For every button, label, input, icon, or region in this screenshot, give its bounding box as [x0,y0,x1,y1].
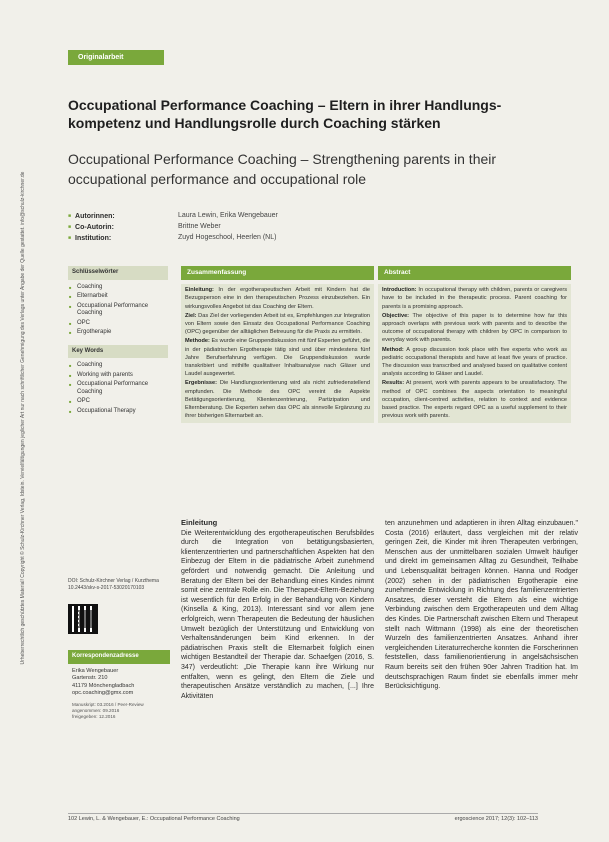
author-value: Laura Lewin, Erika Wengebauer [178,212,278,219]
contact-line: 41179 Mönchengladbach [72,682,135,689]
paragraph-lead: Ergebnisse: [185,380,218,387]
paragraph-lead: Ziel: [185,312,197,319]
paragraph-lead: Einleitung: [185,287,214,294]
intro-text-left: Die Weiterentwicklung des ergotherapeutischen Berufsbildes durch die Integration von betätigungsbasierten, klientenzentrierten und partnerschaftlichen Aspekten hat den Einbezug der Eltern in die pädiatrische Arbeit zunehmend gefördert und notwendig gemacht. Die Anleitung und Beratung der Eltern bei der Behandlung eines Kindes nimmt somit eine zentrale Rolle ein. Die Therapeut-Eltern-Beziehung ist wesentlich für den Erfolg in der Behandlung von Kindern (Kinsella & King, 2013). Interessant sind vor allem jene erfolgreich, wenn Therapeuten die Bedeutung der häuslichen Umwelt bezüglich der Unterstützung und Entwicklung von Verhaltensänderungen beim Kind erkennen. In der pädiatrischen Praxis stellt die Elternarbeit folglich einen wichtigen Bestandteil der Therapie dar. Schaefgen (2016, S. 347) verdeutlicht: „Die Therapie kann ihre Wirkung nur entfalten, wenn es gelingt, den Eltern die Ziele und therapeutischen Ansätze verständlich zu machen, [...] Ihre Aktivitäten [181,529,374,700]
summary-paragraph [185,286,370,311]
paragraph-text: A group discussion took place with five experts who work as pediatric occupational therapists and have at least five years of practice. The discussion was transcribed and analysed based on qualitative content analysis according to Gläser and Laudel. [382,346,567,378]
intro-text-right: ten anzunehmen und adaptieren in ihren Alltag einzubauen." Costa (2016) erläutert, dass vergleichen mit der relativ geringen Zeit, die Kinder mit ihren Therapeuten verbringen, Menschen aus der unmittelbaren sozialen Umwelt häufiger und direkt im gemeinsamen Alltag zu Gesundheit, Teilhabe und Lebensqualität beitragen können. Hanna und Rodger (2002) sehen in der pädiatrischen Ergotherapie eine zunehmende Entwicklung in Richtung des familienzentrierten Ansatzes, dieser versteht die Eltern als eine wichtige Verbindung zwischen dem Ergotherapeuten und dem Alltag des Kindes. Die Partnerschaft zwischen Eltern und Therapeut stellt nach Wittmann (1998) als eine der theoretischen Wurzeln des familienzentrierten Ansatzes. Anhand ihrer vergleichenden Literaturrecherche konnten die Forscherinnen feststellen, dass familienorientierung in angelsächsischen Raum bereits seit den frühen 90er Jahren Tradition hat. Im deutschsprachigen Raum findet sie ebenfalls immer mehr Berücksichtigung. [385,520,578,691]
correspondence-heading: Korrespondenzadresse [68,650,170,664]
paragraph-lead: Introduction: [382,287,417,294]
paragraph-lead: Results: [382,380,405,387]
keywords-en-heading: Key Words [68,345,168,359]
paragraph-text: Es wurde eine Gruppendiskussion mit fünf Experten geführt, die in der pädiatrischen Ergotherapie tätig sind und über mindestens fünf Jahre Berufserfahrung verfügen. Die Gruppendiskussion wurde transkribiert und mithilfe qualitativer Inhaltsanalyse nach Gläser und Laudel ausgewertet. [185,338,370,378]
correspondence-box [68,650,170,720]
keyword-item: ■ Occupational Performance Coaching [68,303,168,318]
author-label: ■ Institution: [68,233,178,244]
paragraph-text: Die Handlungsorientierung wird als nicht zufriedenstellend empfunden. Die Methode des OPC vereint die Aspekte Betätigungsorientierung, Klientenzentrierung, Partizipation und Elternberatung. Die Experten sehen das OPC als sinnvolle Ergänzung zu ihrer bisherigen Elternarbeit an. [185,380,370,420]
summary-paragraph [185,379,370,420]
keyword-item: ■ Occupational Therapy [68,408,168,416]
abstract-box [378,266,571,423]
footer-journal: ergoscience 2017; 12(3): 102–113 [454,816,538,822]
contact-line: Gartenstr. 210 [72,675,108,682]
keywords-en-list [68,362,168,415]
author-row [68,211,278,222]
abstract-paragraph [382,286,567,311]
title-german: Occupational Performance Coaching – Eltern in ihrer Handlungskompetenz und Handlungsrolle durch Coaching stärken [68,97,502,131]
paragraph-lead: Methode: [185,338,210,345]
doi-note: DOI: Schulz-Kirchner Verlag / Kurzthema 10.2443/skv-s-2017-53020170103 [68,578,159,591]
author-row [68,233,278,244]
intro-heading: Einleitung [181,518,218,527]
title-english: Occupational Performance Coaching – Strengthening parents in their occupational performance and occupational role [68,151,497,187]
copyright-side-note: Urheberrechtlich geschütztes Material! Copyright © Schulz-Kirchner Verlag, Idstein. Vervielfältigungen jeglicher Art nur nach schriftlicher Genehmigung des Verlags unter Angabe der Quelle gestattet. info@schulz-kirchner.de [20,171,26,665]
paragraph-text: The objective of this paper is to determine how far this approach overlaps with previous work with parents and to describe the outcome of occupational therapy with children by OPC in comparison to everyday work with parents. [382,312,567,344]
contact-line: Erika Wengebauer [72,667,119,674]
zusammenfassung-box [181,266,374,423]
abstract-paragraph [382,346,567,379]
keyword-item: ■ Elternarbeit [68,293,168,301]
abstract-body [378,284,571,423]
zusammenfassung-body [181,284,374,423]
keyword-item: ■ Working with parents [68,372,168,380]
keyword-item: ■ Coaching [68,284,168,292]
qr-code-icon [68,604,98,634]
paragraph-text: In occupational therapy with children, parents or caregivers have to be included in the therapeutic process. Parent coaching for parents is a promising approach. [382,287,567,310]
manuscript-dates: Manuskript: 03.2016 / Peer-Review angenommen: 09.2016 freigegeben: 12.2016 [72,701,144,719]
keyword-item: ■ Ergotherapie [68,329,168,337]
keyword-item: ■ OPC [68,398,168,406]
intro-column-left [181,518,374,701]
intro-column-right [385,519,578,692]
author-row [68,222,278,233]
section-tab: Originalarbeit [68,50,164,65]
abstract-paragraph [382,379,567,420]
author-value: Zuyd Hogeschool, Heerlen (NL) [178,234,277,241]
zusammenfassung-heading: Zusammenfassung [181,266,374,280]
page-footer [68,813,538,826]
summary-paragraph [185,312,370,337]
footer-citation: 102 Lewin, L. & Wengebauer, E.: Occupational Performance Coaching [68,816,240,822]
abstract-paragraph [382,312,567,345]
paragraph-text: At present, work with parents appears to be unsatisfactory. The method of OPC combines the aspects orientation to meaningful occupation, client-centred activities, relation to context and evidence based practice. The experts regard OPC as a useful supplement to their previous work with parents. [382,380,567,420]
keywords-de-list [68,284,168,337]
author-value: Brittne Weber [178,223,221,230]
author-label: ■ Co-Autorin: [68,222,178,233]
keywords-de-heading: Schlüsselwörter [68,266,168,280]
keywords-sidebar [68,266,168,423]
paragraph-lead: Objective: [382,312,410,319]
keyword-item: ■ OPC [68,320,168,328]
contact-email: opc.coaching@gmx.com [72,690,134,697]
author-block [68,211,278,244]
summary-paragraph [185,337,370,378]
keyword-item: ■ Occupational Performance Coaching [68,381,168,396]
paragraph-text: In der ergotherapeutischen Arbeit mit Kindern hat die Bezugsperson eine in den therapeutischen Prozess einzubeziehen. Ein wirkungsvolles Angebot ist das Coaching der Eltern. [185,287,370,310]
paragraph-lead: Method: [382,346,404,353]
paragraph-text: Das Ziel der vorliegenden Arbeit ist es, Empfehlungen zur Integration von Eltern sowie den Einsatz des Occupational Performance Coaching (OPC) gegenüber der alltäglichen Betreuung für die Praxis zu ermitteln. [185,312,370,336]
abstract-heading: Abstract [378,266,571,280]
author-label: ■ Autorinnen: [68,211,178,222]
keyword-item: ■ Coaching [68,362,168,370]
